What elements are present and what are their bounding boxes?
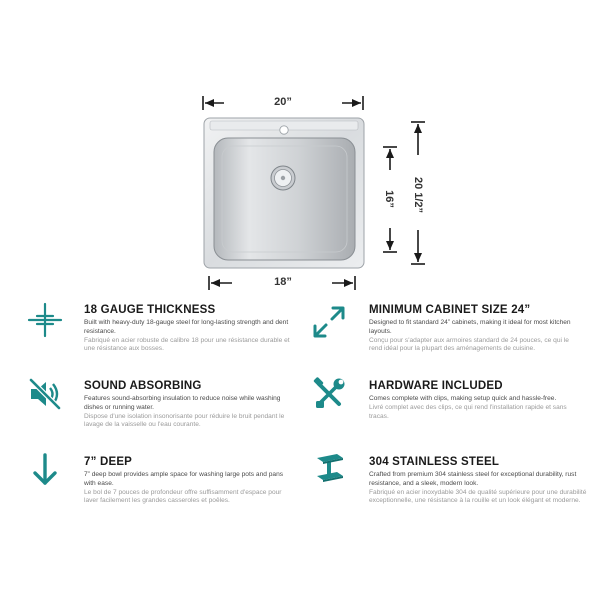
feature-sound-absorbing <box>84 380 294 430</box>
steel-beam-icon <box>311 450 347 486</box>
feature-cabinet-size <box>369 304 581 354</box>
feature-description-en: Features sound-absorbing insulation to reduce noise while washing dishes or running water. <box>84 395 281 411</box>
feature-description-en: Designed to fit standard 24” cabinets, making it ideal for most kitchen layouts. <box>369 319 571 335</box>
feature-hardware <box>369 380 569 421</box>
feature-title: 304 STAINLESS STEEL <box>369 456 500 468</box>
arrow-down-icon <box>27 452 63 488</box>
sink-bowl <box>214 138 355 260</box>
feature-description-fr: Fabriqué en acier inoxydable 304 de qualité supérieure pour une durabilité exceptionnelle, une résistance à la rouille et un look élégant et moderne. <box>369 488 587 505</box>
faucet-hole <box>280 126 288 134</box>
feature-description-fr: Livré complet avec des clips, ce qui rend l'installation rapide et sans tracas. <box>369 403 567 420</box>
gauge-icon <box>27 302 63 338</box>
dim-depth-inner-label: 16” <box>383 190 395 208</box>
feature-description-en: Comes complete with clips, making setup quick and hassle-free. <box>369 395 557 402</box>
feature-description-en: Crafted from premium 304 stainless steel for exceptional durability, rust resistance, and a sleek, modern look. <box>369 471 577 487</box>
feature-description-en: Built with heavy-duty 18-gauge steel for long-lasting strength and dent resistance. <box>84 319 289 335</box>
expand-arrows-icon <box>311 304 347 340</box>
feature-description-fr: Dispose d'une isolation insonorisante pour réduire le bruit pendant le lavage de la vaisselle ou l'eau courante. <box>84 412 285 429</box>
dim-width-top-label: 20” <box>274 96 292 108</box>
feature-title: SOUND ABSORBING <box>84 380 202 392</box>
dim-depth-outer-label: 20 1/2” <box>412 176 424 214</box>
feature-description-fr: Conçu pour s'adapter aux armoires standard de 24 pouces, ce qui le rend idéal pour la plupart des aménagements de cuisine. <box>369 336 569 353</box>
feature-stainless-steel <box>369 456 591 506</box>
feature-description-fr: Fabriqué en acier robuste de calibre 18 pour une résistance durable et une résistance aux bosses. <box>84 336 290 353</box>
feature-depth <box>84 456 284 506</box>
feature-description-fr: Le bol de 7 pouces de profondeur offre suffisamment d'espace pour laver facilement les grandes casseroles et poêles. <box>84 488 282 505</box>
sink-diagram <box>0 0 600 290</box>
sound-muted-icon <box>27 376 63 412</box>
feature-title: 7” DEEP <box>84 456 133 468</box>
dim-width-bottom-label: 18” <box>274 276 292 288</box>
tools-icon <box>311 376 347 412</box>
feature-description-en: 7” deep bowl provides ample space for washing large pots and pans with ease. <box>84 471 284 487</box>
feature-title: 18 GAUGE THICKNESS <box>84 304 216 316</box>
feature-title: MINIMUM CABINET SIZE 24” <box>369 304 531 316</box>
feature-gauge <box>84 304 294 354</box>
feature-title: HARDWARE INCLUDED <box>369 380 503 392</box>
